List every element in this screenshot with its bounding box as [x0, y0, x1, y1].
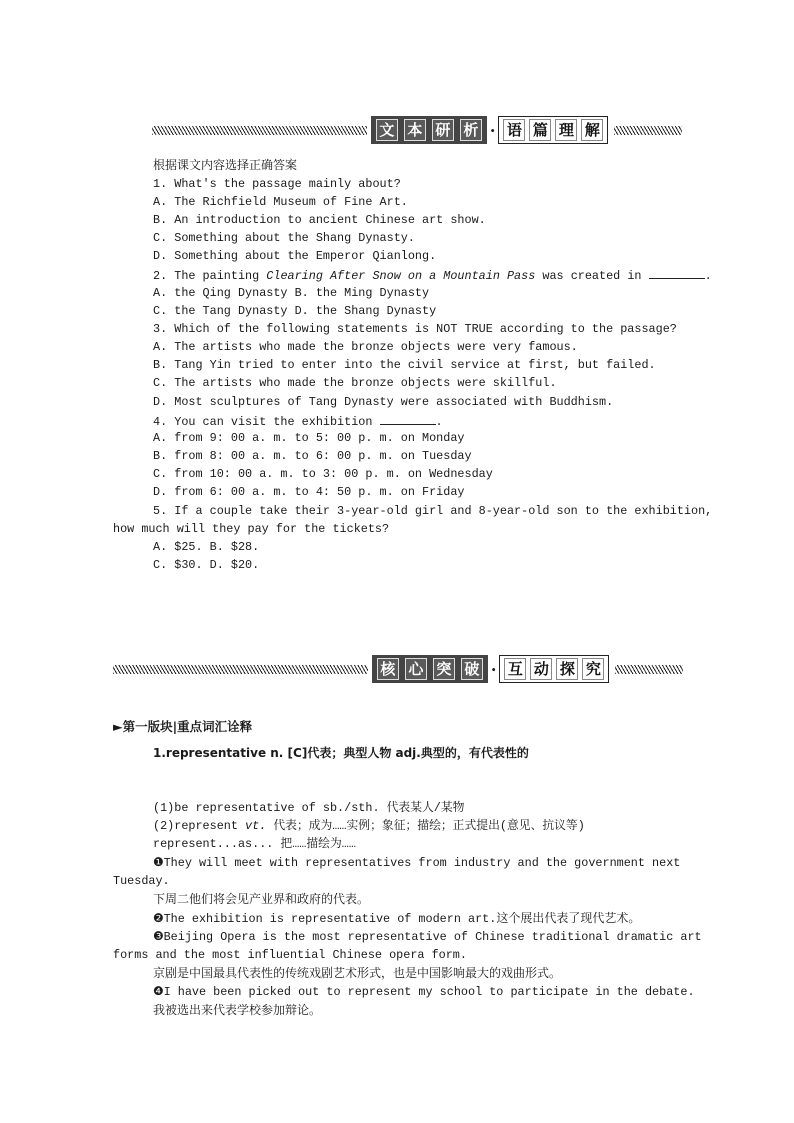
q1-option-b: B. An introduction to ancient Chinese art show.	[153, 213, 486, 227]
example-1-line-1: ❶They will meet with representatives from industry and the government next	[153, 856, 681, 870]
section-banner-core-breakthrough	[113, 657, 683, 681]
question-4: 4. You can visit the exhibition .	[153, 415, 443, 429]
example-3-line-2: forms and the most influential Chinese opera form.	[113, 948, 467, 962]
q3-option-b: B. Tang Yin tried to enter into the civil service at first, but failed.	[153, 358, 656, 372]
usage-3: represent...as... 把……描绘为……	[153, 837, 356, 851]
banner-hatch-left	[152, 126, 367, 135]
banner-dot: ·	[489, 120, 496, 140]
instruction: 根据课文内容选择正确答案	[153, 158, 298, 172]
q4-option-a: A. from 9: 00 a. m. to 5: 00 p. m. on Monday	[153, 431, 465, 445]
answer-blank	[380, 413, 436, 425]
q2-options-ab: A. the Qing Dynasty B. the Ming Dynasty	[153, 286, 430, 300]
q3-option-a: A. The artists who made the bronze objects were very famous.	[153, 340, 578, 354]
q2-options-cd: C. the Tang Dynasty D. the Shang Dynasty	[153, 304, 437, 318]
banner-dot: ·	[490, 659, 497, 679]
question-1: 1. What's the passage mainly about?	[153, 177, 401, 191]
example-3-line-1: ❸Beijing Opera is the most representative of Chinese traditional dramatic art	[153, 930, 702, 944]
q1-option-d: D. Something about the Emperor Qianlong.	[153, 249, 437, 263]
painting-title: Clearing After Snow on a Mountain Pass	[266, 269, 536, 283]
banner-hatch-left	[113, 665, 368, 674]
banner-hatch-right	[615, 665, 683, 674]
example-1-translation: 下周二他们将会见产业界和政府的代表。	[153, 892, 370, 906]
section-banner-text-analysis	[152, 118, 682, 142]
q4-option-c: C. from 10: 00 a. m. to 3: 00 p. m. on Wednesday	[153, 467, 493, 481]
usage-2: (2)represent vt. 代表；成为……实例；象征；描绘；正式提出(意见、抗议等)	[153, 819, 585, 833]
block-title: ►第一版块|重点词汇诠释	[113, 719, 253, 734]
example-3-translation: 京剧是中国最具代表性的传统戏剧艺术形式，也是中国影响最大的戏曲形式。	[153, 966, 562, 980]
banner-title-left: 核 心 突 破	[372, 655, 488, 683]
answer-blank	[649, 267, 705, 279]
banner-hatch-right	[614, 126, 682, 135]
banner-title-right: 互 动 探 究	[499, 655, 609, 683]
question-5-line-2: how much will they pay for the tickets?	[113, 522, 390, 536]
q5-options-ab: A. $25. B. $28.	[153, 540, 260, 554]
word-entry: 1.representative n. [C]代表；典型人物 adj.典型的，有代表性的	[153, 746, 529, 760]
banner-title-left: 文 本 研 析	[371, 116, 487, 144]
q5-options-cd: C. $30. D. $20.	[153, 558, 260, 572]
q4-option-b: B. from 8: 00 a. m. to 6: 00 p. m. on Tuesday	[153, 449, 472, 463]
example-1-line-2: Tuesday.	[113, 874, 170, 888]
question-3: 3. Which of the following statements is NOT TRUE according to the passage?	[153, 322, 677, 336]
q3-option-c: C. The artists who made the bronze objects were skillful.	[153, 376, 557, 390]
q1-option-a: A. The Richfield Museum of Fine Art.	[153, 195, 408, 209]
example-2: ❷The exhibition is representative of modern art.这个展出代表了现代艺术。	[153, 911, 641, 926]
example-4-translation: 我被选出来代表学校参加辩论。	[153, 1003, 322, 1017]
question-5-line-1: 5. If a couple take their 3-year-old girl and 8-year-old son to the exhibition,	[153, 504, 713, 518]
example-4: ❹I have been picked out to represent my school to participate in the debate.	[153, 985, 695, 999]
q4-option-d: D. from 6: 00 a. m. to 4: 50 p. m. on Friday	[153, 485, 465, 499]
q1-option-c: C. Something about the Shang Dynasty.	[153, 231, 415, 245]
q3-option-d: D. Most sculptures of Tang Dynasty were associated with Buddhism.	[153, 395, 614, 409]
question-2: 2. The painting Clearing After Snow on a Mountain Pass was created in .	[153, 269, 712, 283]
usage-1: (1)be representative of sb./sth. 代表某人/某物	[153, 801, 465, 815]
banner-title-right: 语 篇 理 解	[498, 116, 608, 144]
